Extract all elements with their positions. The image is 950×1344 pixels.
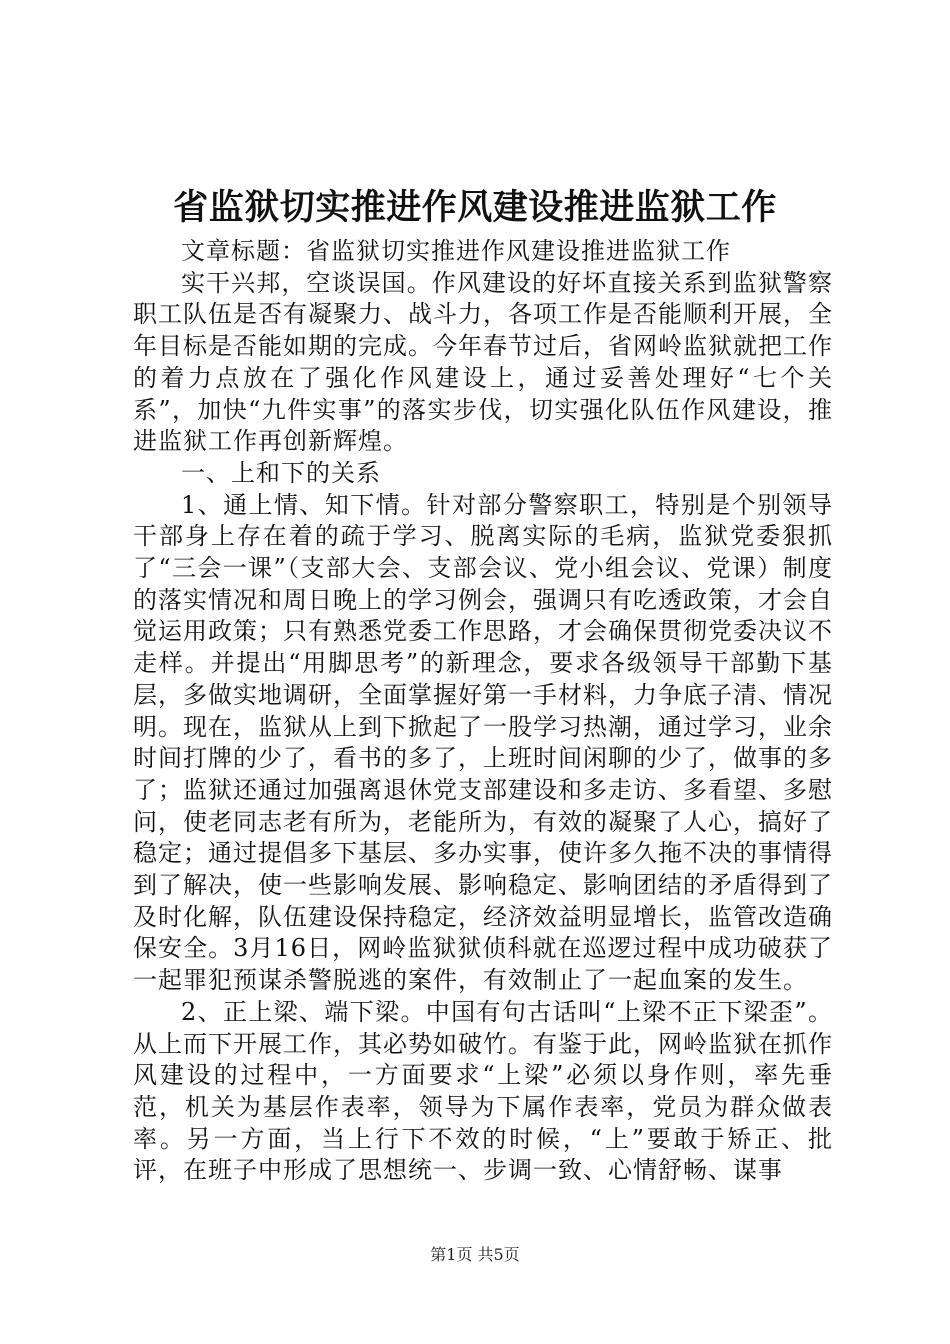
article-title-line: 文章标题：省监狱切实推进作风建设推进监狱工作	[181, 237, 731, 265]
intro-paragraph: 实干兴邦，空谈误国。作风建设的好坏直接关系到监狱警察职工队伍是否有凝聚力、战斗力，各项工作是否能顺利开展，全年目标是否能如期的完成。今年春节过后，省网岭监狱就把工作的着力点放在了强化作风建设上，通过妥善处理好“七个关系”，加快“九件实事”的落实步伐，切实强化队伍作风建设，推进监狱工作再创新辉煌。	[133, 268, 833, 456]
body-paragraph: 1、通上情、知下情。针对部分警察职工，特别是个别领导干部身上存在着的疏于学习、脱离实际的毛病，监狱党委狠抓了“三会一课”（支部大会、支部会议、党小组会议、党课）制度的落实情况和周日晚上的学习例会，强调只有吃透政策，才会自觉运用政策；只有熟悉党委工作思路，才会确保贯彻党委决议不走样。并提出“用脚思考”的新理念，要求各级领导干部勤下基层，多做实地调研，全面掌握好第一手材料，力争底子清、情况明。现在，监狱从上到下掀起了一股学习热潮，通过学习，业余时间打牌的少了，看书的多了，上班时间闲聊的少了，做事的多了；监狱还通过加强离退休党支部建设和多走访、多看望、多慰问，使老同志老有所为，老能所为，有效的凝聚了人心，搞好了稳定；通过提倡多下基层、多办实事，使许多久拖不决的事情得到了解决，使一些影响发展、影响稳定、影响团结的矛盾得到了及时化解，队伍建设保持稳定，经济效益明显增长，监管改造确保安全。3月16日，网岭监狱狱侦科就在巡逻过程中成功破获了一起罪犯预谋杀警脱逃的案件，有效制止了一起血案的发生。	[133, 490, 833, 995]
document-body	[133, 236, 833, 1187]
body-paragraph: 2、正上梁、端下梁。中国有句古话叫“上梁不正下梁歪”。从上而下开展工作，其必势如破竹。有鉴于此，网岭监狱在抓作风建设的过程中，一方面要求“上梁”必须以身作则，率先垂范，机关为基层作表率，领导为下属作表率，党员为群众做表率。另一方面，当上行下不效的时候，“上”要敢于矫正、批评，在班子中形成了思想统一、步调一致、心情舒畅、谋事	[133, 997, 833, 1185]
document-title: 省监狱切实推进作风建设推进监狱工作	[173, 187, 777, 228]
page-footer: 第1页 共5页	[430, 1245, 520, 1264]
section-heading: 一、上和下的关系	[181, 458, 381, 487]
